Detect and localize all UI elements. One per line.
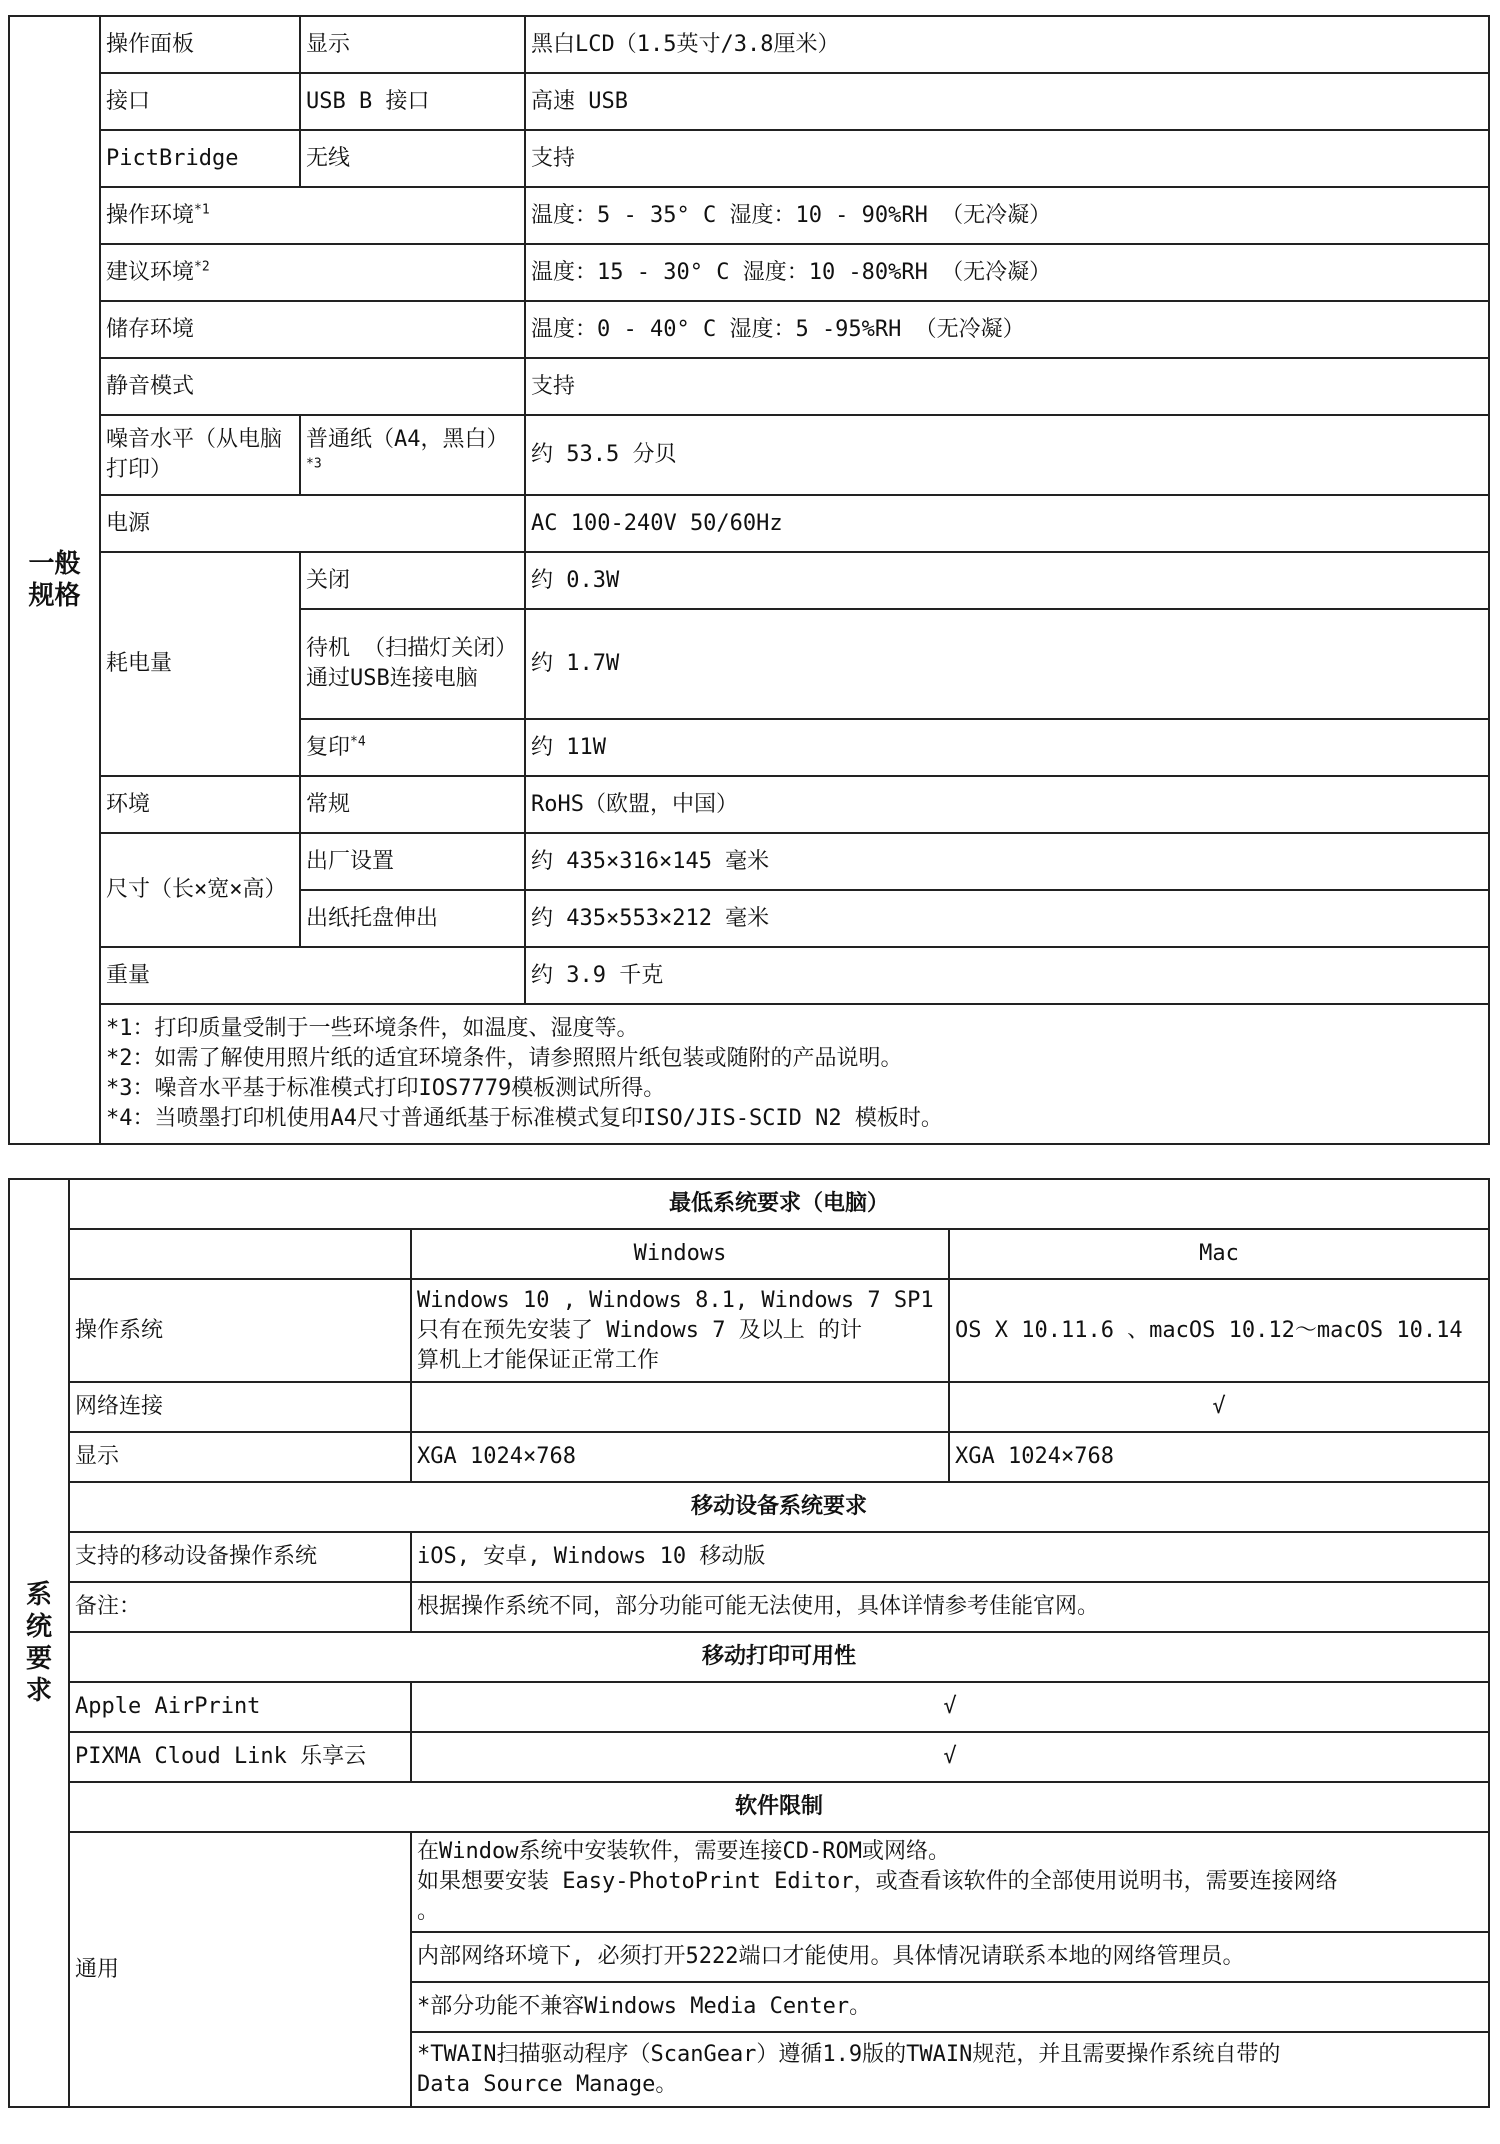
req-label: PIXMA Cloud Link 乐享云 — [69, 1732, 411, 1782]
spec-label: 储存环境 — [100, 301, 525, 358]
footnote-mark: *4 — [350, 734, 366, 750]
footnote: *4：当喷墨打印机使用A4尺寸普通纸基于标准模式复印ISO/JIS-SCID N2 模板时。 — [106, 1106, 943, 1131]
section-heading-mobile-print: 移动打印可用性 — [69, 1632, 1489, 1682]
req-value: iOS, 安卓, Windows 10 移动版 — [411, 1532, 1489, 1582]
spec-row-noise — [9, 415, 1489, 495]
spec-label: 耗电量 — [100, 552, 300, 776]
footnotes — [100, 1004, 1489, 1144]
footnote: *3：噪音水平基于标准模式打印IOS7779模板测试所得。 — [106, 1076, 666, 1101]
spec-row-weight — [9, 947, 1489, 1004]
spec-sublabel — [300, 719, 525, 776]
spec-label-text: 操作环境 — [106, 202, 195, 228]
section-heading-pc: 最低系统要求（电脑） — [69, 1179, 1489, 1229]
pc-title-row — [9, 1179, 1489, 1229]
section-heading-mobile: 移动设备系统要求 — [69, 1482, 1489, 1532]
spec-sublabel-text: 通过USB连接电脑 — [306, 666, 478, 691]
spec-value: 高速 USB — [525, 73, 1489, 130]
software-item — [411, 1832, 1489, 1932]
spec-value: 约 1.7W — [525, 609, 1489, 719]
spec-label: 静音模式 — [100, 358, 525, 415]
side-label-char: 系 — [25, 1580, 52, 1610]
side-label-char: 求 — [25, 1676, 52, 1706]
req-text: 算机上才能保证正常工作 — [417, 1347, 660, 1373]
general-specs-table — [8, 15, 1490, 1145]
mobile-os-row — [9, 1532, 1489, 1582]
spec-row-consumption-off — [9, 552, 1489, 609]
system-side-label — [9, 1179, 69, 2107]
software-item: *部分功能不兼容Windows Media Center。 — [411, 1982, 1489, 2032]
display-windows-cell: XGA 1024×768 — [411, 1432, 949, 1482]
spec-sublabel: 显示 — [300, 16, 525, 73]
spec-value: 温度：15 - 30° C 湿度：10 -80%RH （无冷凝） — [525, 244, 1489, 301]
spec-label: 噪音水平（从电脑打印） — [100, 415, 300, 495]
spec-value: 温度：5 - 35° C 湿度：10 - 90%RH （无冷凝） — [525, 187, 1489, 244]
footnote-mark: *3 — [306, 456, 322, 472]
spec-value: 约 3.9 千克 — [525, 947, 1489, 1004]
spec-value: RoHS（欧盟，中国） — [525, 776, 1489, 833]
spec-row-dimensions-factory — [9, 833, 1489, 890]
req-label: 网络连接 — [69, 1382, 411, 1432]
req-label: 操作系统 — [69, 1279, 411, 1382]
spec-label: 环境 — [100, 776, 300, 833]
spec-sublabel-text: 普通纸（A4，黑白） — [306, 427, 509, 452]
spec-sublabel: 出纸托盘伸出 — [300, 890, 525, 947]
software-row-1 — [9, 1832, 1489, 1932]
spec-label: 电源 — [100, 495, 525, 552]
spec-label-text: 建议环境 — [106, 259, 195, 285]
footnote-mark: *2 — [194, 259, 210, 275]
footnote-mark: *1 — [194, 202, 210, 218]
req-label: 显示 — [69, 1432, 411, 1482]
spec-sublabel: 常规 — [300, 776, 525, 833]
spec-label: 重量 — [100, 947, 525, 1004]
spec-row-recommended-env — [9, 244, 1489, 301]
spec-row-interface — [9, 73, 1489, 130]
spec-row-pictbridge — [9, 130, 1489, 187]
column-header-mac: Mac — [949, 1229, 1489, 1279]
spec-sublabel: 关闭 — [300, 552, 525, 609]
software-title-row — [9, 1782, 1489, 1832]
spec-row-storage-env — [9, 301, 1489, 358]
section-heading-software: 软件限制 — [69, 1782, 1489, 1832]
software-item — [411, 2032, 1489, 2107]
network-windows-cell — [411, 1382, 949, 1432]
spec-sublabel — [300, 415, 525, 495]
spec-sublabel — [300, 609, 525, 719]
spec-label: 尺寸（长×宽×高） — [100, 833, 300, 947]
spec-value: 支持 — [525, 130, 1489, 187]
spec-value: 黑白LCD（1.5英寸/3.8厘米） — [525, 16, 1489, 73]
spec-label: 接口 — [100, 73, 300, 130]
spec-label: PictBridge — [100, 130, 300, 187]
footnote: *1：打印质量受制于一些环境条件，如温度、湿度等。 — [106, 1016, 639, 1041]
req-value: 根据操作系统不同，部分功能可能无法使用，具体详情参考佳能官网。 — [411, 1582, 1489, 1632]
side-label-line: 规格 — [28, 581, 81, 611]
column-header-row — [9, 1229, 1489, 1279]
spec-label — [100, 244, 525, 301]
spec-value: 约 435×553×212 毫米 — [525, 890, 1489, 947]
footnote: *2：如需了解使用照片纸的适宜环境条件，请参照照片纸包装或随附的产品说明。 — [106, 1046, 903, 1071]
req-label: 支持的移动设备操作系统 — [69, 1532, 411, 1582]
spec-value: 约 435×316×145 毫米 — [525, 833, 1489, 890]
mobile-title-row — [9, 1482, 1489, 1532]
spec-sublabel: 无线 — [300, 130, 525, 187]
side-label-line: 一般 — [28, 549, 81, 579]
spec-value: 约 53.5 分贝 — [525, 415, 1489, 495]
side-label-char: 要 — [25, 1644, 52, 1674]
spec-row-power — [9, 495, 1489, 552]
spec-sublabel: 出厂设置 — [300, 833, 525, 890]
req-label: 通用 — [69, 1832, 411, 2107]
display-row — [9, 1432, 1489, 1482]
req-text: Data Source Manage。 — [417, 2071, 678, 2097]
req-label: Apple AirPrint — [69, 1682, 411, 1732]
footnotes-row — [9, 1004, 1489, 1144]
network-row — [9, 1382, 1489, 1432]
display-mac-cell: XGA 1024×768 — [949, 1432, 1489, 1482]
os-windows-cell — [411, 1279, 949, 1382]
spec-sublabel-text: 复印 — [306, 734, 351, 760]
system-requirements-table — [8, 1178, 1490, 2108]
spec-row-quiet-mode — [9, 358, 1489, 415]
checkmark-icon: √ — [411, 1732, 1489, 1782]
checkmark-icon: √ — [411, 1682, 1489, 1732]
cloudlink-row — [9, 1732, 1489, 1782]
spec-label — [100, 187, 525, 244]
req-text: 。 — [417, 1899, 440, 1924]
spec-value: 约 0.3W — [525, 552, 1489, 609]
checkmark-icon: √ — [949, 1382, 1489, 1432]
spec-sublabel: USB B 接口 — [300, 73, 525, 130]
spec-value: 温度：0 - 40° C 湿度：5 -95%RH （无冷凝） — [525, 301, 1489, 358]
software-item: 内部网络环境下, 必须打开5222端口才能使用。具体情况请联系本地的网络管理员。 — [411, 1932, 1489, 1982]
req-text: *TWAIN扫描驱动程序（ScanGear）遵循1.9版的TWAIN规范，并且需要操作系统自带的 — [417, 2041, 1281, 2067]
os-mac-cell: OS X 10.11.6 、macOS 10.12～macOS 10.14 — [949, 1279, 1489, 1382]
req-text: 如果想要安装 Easy-PhotoPrint Editor，或查看该软件的全部使用说明书，需要连接网络 — [417, 1869, 1338, 1894]
spec-value: 支持 — [525, 358, 1489, 415]
spec-row-panel — [9, 16, 1489, 73]
spec-value: 约 11W — [525, 719, 1489, 776]
req-text: 在Window系统中安装软件，需要连接CD-ROM或网络。 — [417, 1839, 950, 1864]
mobile-print-title-row — [9, 1632, 1489, 1682]
os-row — [9, 1279, 1489, 1382]
column-header-windows: Windows — [411, 1229, 949, 1279]
req-label: 备注： — [69, 1582, 411, 1632]
req-text: Windows 10 , Windows 8.1, Windows 7 SP1 — [417, 1287, 934, 1313]
remarks-row — [9, 1582, 1489, 1632]
req-text: 只有在预先安装了 Windows 7 及以上 的计 — [417, 1317, 862, 1343]
side-label-char: 统 — [25, 1612, 52, 1642]
spec-value: AC 100-240V 50/60Hz — [525, 495, 1489, 552]
general-side-label — [9, 16, 100, 1144]
spec-row-operating-env — [9, 187, 1489, 244]
empty-cell — [69, 1229, 411, 1279]
spec-row-environment — [9, 776, 1489, 833]
spec-sublabel-text: 待机 （扫描灯关闭） — [306, 636, 518, 661]
airprint-row — [9, 1682, 1489, 1732]
spec-label: 操作面板 — [100, 16, 300, 73]
